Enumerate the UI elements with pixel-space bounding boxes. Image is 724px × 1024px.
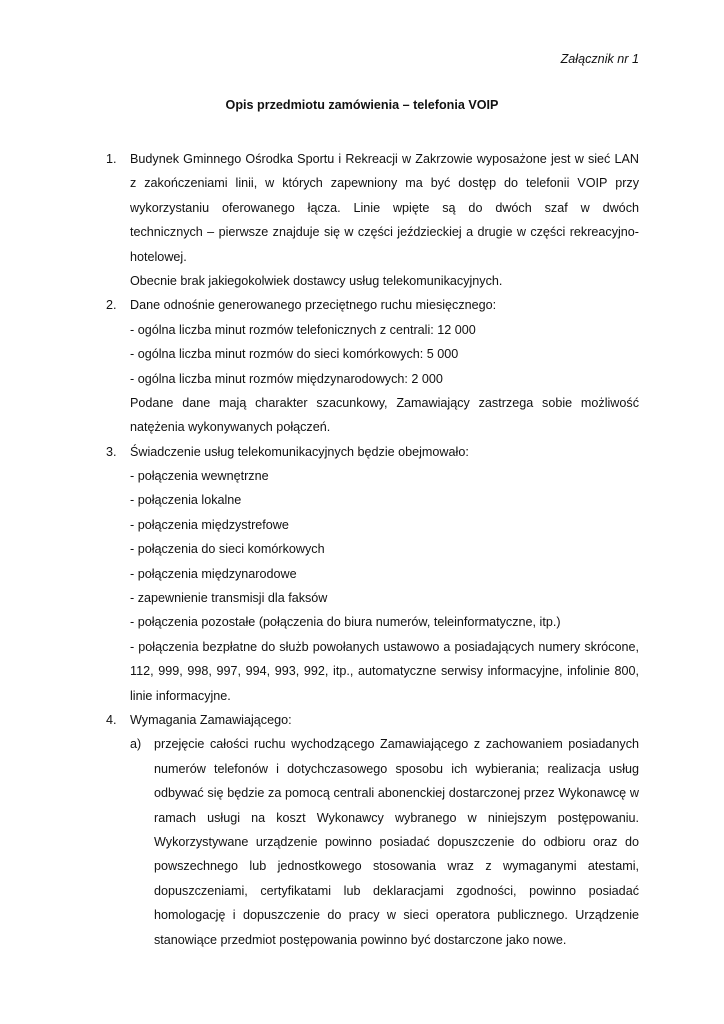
paragraph-line: Obecnie brak jakiegokolwiek dostawcy usług telekomunikacyjnych. <box>130 273 503 288</box>
sub-item-label: a) <box>130 737 142 752</box>
item-number: 4. <box>106 712 117 727</box>
paragraph-line: natężenia wykonywanych połączeń. <box>130 420 331 435</box>
paragraph-line: dopuszczeniami, certyfikatami lub deklaracjami zgodności, powinno posiadać <box>154 883 639 898</box>
paragraph-line: linie informacyjne. <box>130 688 231 703</box>
paragraph-line: Budynek Gminnego Ośrodka Sportu i Rekreacji w Zakrzowie wyposażone jest w sieć LAN <box>130 152 639 166</box>
bullet-line: - połączenia pozostałe (połączenia do biura numerów, teleinformatyczne, itp.) <box>130 615 561 630</box>
paragraph-line: wykorzystaniu oferowanego łącza. Linie wpięte są do dwóch szaf w dwóch <box>130 200 639 215</box>
bullet-line: - połączenia lokalne <box>130 493 242 508</box>
bullet-line: - połączenia międzynarodowe <box>130 566 297 581</box>
bullet-line: - połączenia do sieci komórkowych <box>130 542 325 557</box>
bullet-line: - ogólna liczba minut rozmów do sieci komórkowych: 5 000 <box>130 347 459 362</box>
bullet-line: - połączenia międzystrefowe <box>130 517 289 532</box>
paragraph-line: Podane dane mają charakter szacunkowy, Zamawiający zastrzega sobie możliwość <box>130 395 639 410</box>
item-number: 3. <box>106 444 117 459</box>
paragraph-line: Dane odnośnie generowanego przeciętnego ruchu miesięcznego: <box>130 298 497 313</box>
list-item-1 <box>106 147 639 293</box>
paragraph-line: technicznych – pierwsze znajduje się w części jeździeckiej a drugie w części rekreacyjno- <box>130 225 639 240</box>
bullet-line: - połączenia wewnętrzne <box>130 469 269 484</box>
list-item-2 <box>106 293 639 439</box>
bullet-line: - ogólna liczba minut rozmów telefonicznych z centrali: 12 000 <box>130 322 476 337</box>
bullet-line: - ogólna liczba minut rozmów międzynarodowych: 2 000 <box>130 371 443 386</box>
paragraph-line: homologację i dopuszczenie do pracy w sieci operatora publicznego. Urządzenie <box>154 908 639 923</box>
paragraph-line: ramach usługi na koszt Wykonawcy wybranego w niniejszym postępowaniu. <box>154 810 639 825</box>
paragraph-line: przejęcie całości ruchu wychodzącego Zamawiającego z zachowaniem posiadanych <box>154 737 639 752</box>
annex-label: Załącznik nr 1 <box>560 52 639 66</box>
paragraph-line: powszechnego lub jednostkowego stosowania wraz z wymaganymi atestami, <box>154 859 639 874</box>
bullet-line: - zapewnienie transmisji dla faksów <box>130 591 328 606</box>
paragraph-line: Wykorzystywane urządzenie powinno posiadać dopuszczenie do odbioru oraz do <box>154 834 639 849</box>
paragraph-line: odbywać się będzie za pomocą centrali abonenckiej dostarczonej przez Wykonawcę w <box>154 786 639 801</box>
list-item-4 <box>106 708 639 952</box>
list-item-3 <box>106 440 639 708</box>
paragraph-line: Świadczenie usług telekomunikacyjnych będzie obejmowało: <box>130 444 469 459</box>
paragraph-line: hotelowej. <box>130 249 187 264</box>
document-body <box>106 147 639 952</box>
paragraph-line: numerów telefonów i dotychczasowego sposobu ich wybierania; realizacja usług <box>154 761 639 776</box>
sub-item-a <box>130 732 639 952</box>
paragraph-line: stanowiące przedmiot postępowania powinno być dostarczone jako nowe. <box>154 932 567 947</box>
item-heading: Wymagania Zamawiającego: <box>130 712 292 727</box>
item-number: 1. <box>106 152 117 166</box>
paragraph-line: z zakończeniami linii, w których zapewniony ma być dostęp do telefonii VOIP przy <box>130 176 639 191</box>
bullet-line: - połączenia bezpłatne do służb powołanych ustawowo a posiadających numery skrócone, <box>130 639 639 654</box>
paragraph-line: 112, 999, 998, 997, 994, 993, 992, itp., automatyczne serwisy informacyjne, infolinie 800, <box>130 664 639 679</box>
document-title: Opis przedmiotu zamówienia – telefonia VOIP <box>225 98 499 112</box>
item-number: 2. <box>106 298 117 313</box>
